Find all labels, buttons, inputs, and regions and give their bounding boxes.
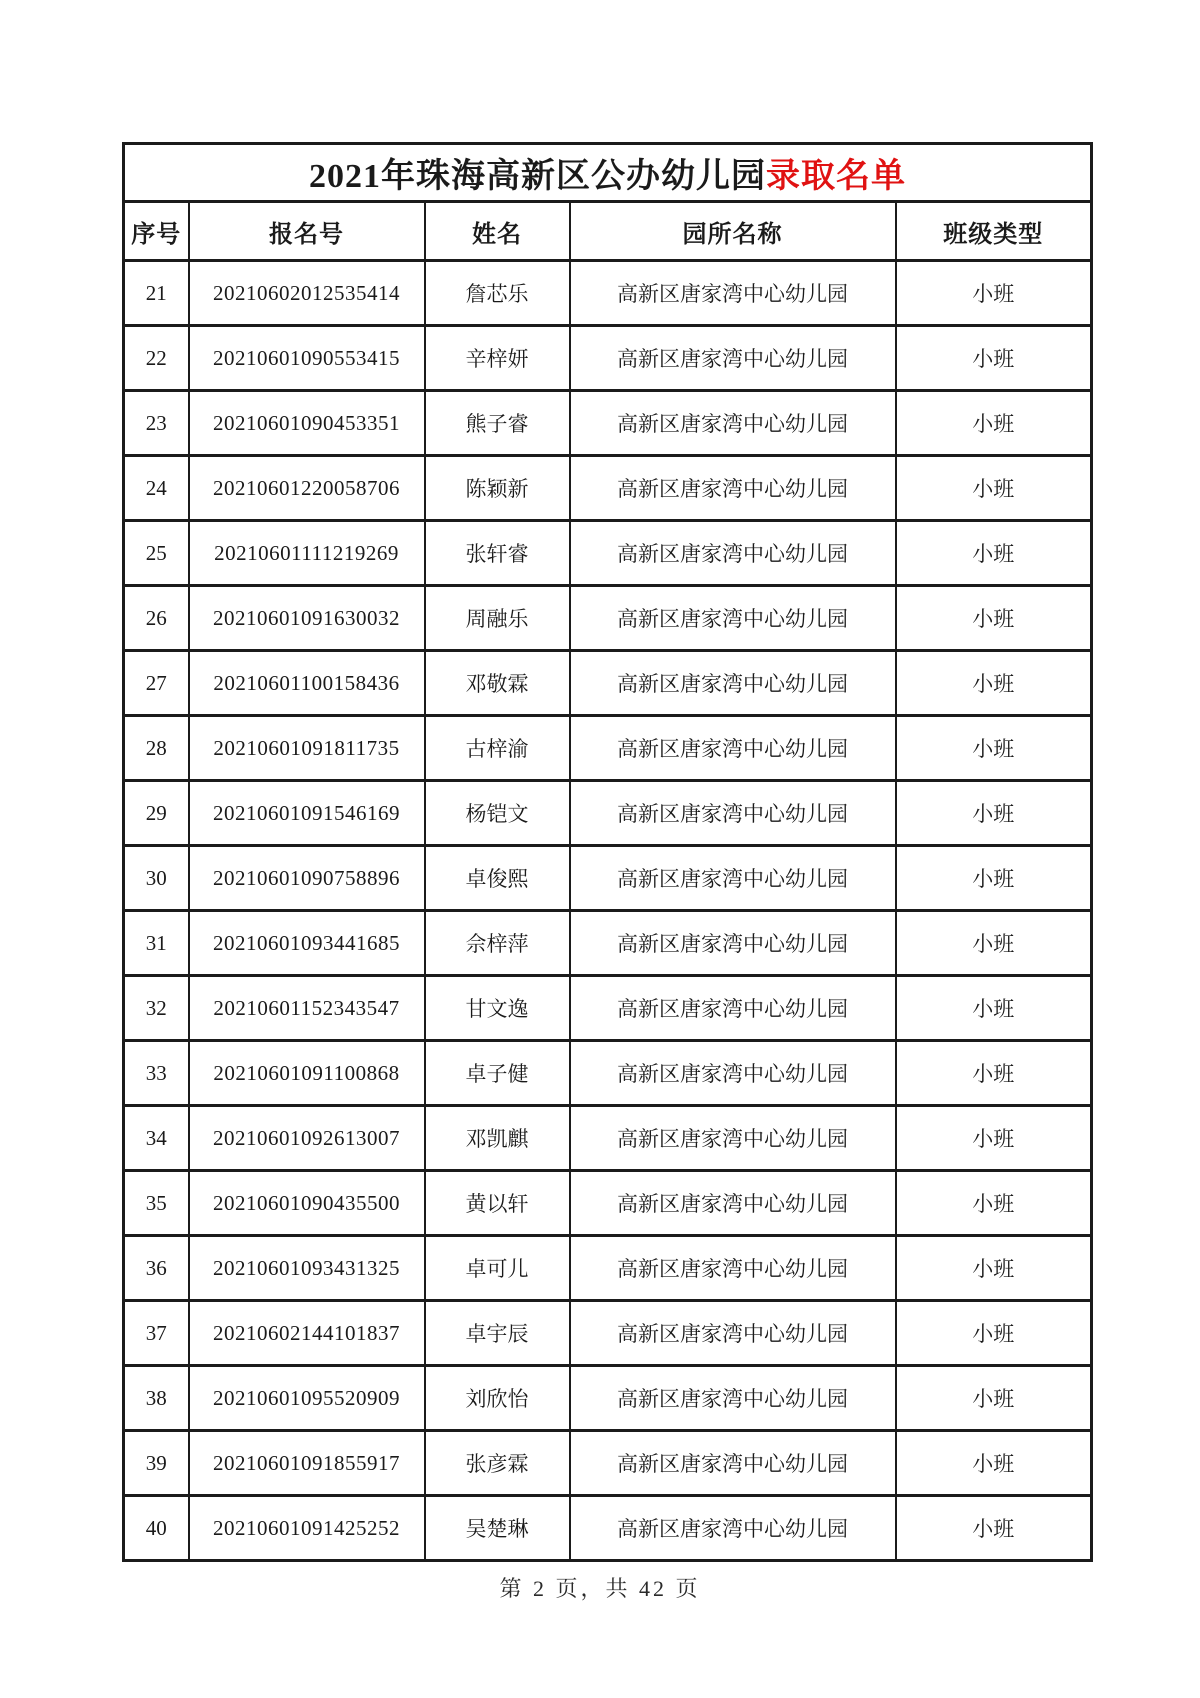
cell-registration-number: 20210601090435500 bbox=[189, 1171, 425, 1236]
cell-class-type: 小班 bbox=[896, 261, 1092, 326]
cell-index: 36 bbox=[124, 1236, 189, 1301]
cell-index: 34 bbox=[124, 1106, 189, 1171]
cell-registration-number: 20210601091425252 bbox=[189, 1496, 425, 1561]
cell-index: 26 bbox=[124, 586, 189, 651]
table-row bbox=[124, 716, 1092, 781]
cell-kindergarten: 高新区唐家湾中心幼儿园 bbox=[570, 456, 896, 521]
cell-index: 31 bbox=[124, 911, 189, 976]
table-row bbox=[124, 456, 1092, 521]
cell-name: 吴楚琳 bbox=[425, 1496, 570, 1561]
table-row bbox=[124, 911, 1092, 976]
table-row bbox=[124, 781, 1092, 846]
cell-kindergarten: 高新区唐家湾中心幼儿园 bbox=[570, 391, 896, 456]
cell-index: 28 bbox=[124, 716, 189, 781]
cell-index: 38 bbox=[124, 1366, 189, 1431]
header-cell-kindergarten: 园所名称 bbox=[570, 202, 896, 261]
cell-registration-number: 20210601220058706 bbox=[189, 456, 425, 521]
table-row bbox=[124, 1431, 1092, 1496]
cell-registration-number: 20210601152343547 bbox=[189, 976, 425, 1041]
cell-name: 杨铠文 bbox=[425, 781, 570, 846]
cell-registration-number: 20210601111219269 bbox=[189, 521, 425, 586]
table-header-row bbox=[124, 202, 1092, 261]
cell-registration-number: 20210602144101837 bbox=[189, 1301, 425, 1366]
cell-name: 甘文逸 bbox=[425, 976, 570, 1041]
table-row bbox=[124, 651, 1092, 716]
cell-registration-number: 20210601090453351 bbox=[189, 391, 425, 456]
cell-name: 周融乐 bbox=[425, 586, 570, 651]
cell-name: 卓宇辰 bbox=[425, 1301, 570, 1366]
cell-name: 辛梓妍 bbox=[425, 326, 570, 391]
cell-class-type: 小班 bbox=[896, 391, 1092, 456]
cell-class-type: 小班 bbox=[896, 781, 1092, 846]
cell-index: 21 bbox=[124, 261, 189, 326]
cell-class-type: 小班 bbox=[896, 521, 1092, 586]
header-cell-index: 序号 bbox=[124, 202, 189, 261]
page-title-red: 录取名单 bbox=[766, 158, 907, 195]
cell-name: 卓俊熙 bbox=[425, 846, 570, 911]
cell-registration-number: 20210602012535414 bbox=[189, 261, 425, 326]
cell-class-type: 小班 bbox=[896, 846, 1092, 911]
cell-registration-number: 20210601090758896 bbox=[189, 846, 425, 911]
cell-index: 24 bbox=[124, 456, 189, 521]
cell-name: 刘欣怡 bbox=[425, 1366, 570, 1431]
header-cell-name: 姓名 bbox=[425, 202, 570, 261]
cell-kindergarten: 高新区唐家湾中心幼儿园 bbox=[570, 521, 896, 586]
table-body bbox=[124, 261, 1092, 1561]
cell-class-type: 小班 bbox=[896, 586, 1092, 651]
cell-index: 40 bbox=[124, 1496, 189, 1561]
cell-class-type: 小班 bbox=[896, 911, 1092, 976]
cell-kindergarten: 高新区唐家湾中心幼儿园 bbox=[570, 911, 896, 976]
cell-class-type: 小班 bbox=[896, 651, 1092, 716]
table-row bbox=[124, 586, 1092, 651]
cell-class-type: 小班 bbox=[896, 716, 1092, 781]
cell-name: 张轩睿 bbox=[425, 521, 570, 586]
cell-class-type: 小班 bbox=[896, 1301, 1092, 1366]
cell-kindergarten: 高新区唐家湾中心幼儿园 bbox=[570, 1496, 896, 1561]
cell-index: 35 bbox=[124, 1171, 189, 1236]
cell-name: 卓可儿 bbox=[425, 1236, 570, 1301]
table-row bbox=[124, 1171, 1092, 1236]
cell-class-type: 小班 bbox=[896, 1496, 1092, 1561]
table-row bbox=[124, 391, 1092, 456]
cell-kindergarten: 高新区唐家湾中心幼儿园 bbox=[570, 261, 896, 326]
cell-name: 古梓渝 bbox=[425, 716, 570, 781]
cell-kindergarten: 高新区唐家湾中心幼儿园 bbox=[570, 1106, 896, 1171]
cell-registration-number: 20210601091811735 bbox=[189, 716, 425, 781]
cell-registration-number: 20210601093441685 bbox=[189, 911, 425, 976]
table-row bbox=[124, 846, 1092, 911]
cell-index: 33 bbox=[124, 1041, 189, 1106]
cell-registration-number: 20210601091630032 bbox=[189, 586, 425, 651]
cell-index: 30 bbox=[124, 846, 189, 911]
cell-index: 22 bbox=[124, 326, 189, 391]
cell-name: 黄以轩 bbox=[425, 1171, 570, 1236]
cell-class-type: 小班 bbox=[896, 1041, 1092, 1106]
cell-kindergarten: 高新区唐家湾中心幼儿园 bbox=[570, 651, 896, 716]
cell-kindergarten: 高新区唐家湾中心幼儿园 bbox=[570, 326, 896, 391]
cell-index: 37 bbox=[124, 1301, 189, 1366]
cell-registration-number: 20210601090553415 bbox=[189, 326, 425, 391]
cell-registration-number: 20210601095520909 bbox=[189, 1366, 425, 1431]
cell-registration-number: 20210601091546169 bbox=[189, 781, 425, 846]
cell-class-type: 小班 bbox=[896, 1366, 1092, 1431]
cell-class-type: 小班 bbox=[896, 456, 1092, 521]
table-row bbox=[124, 261, 1092, 326]
cell-kindergarten: 高新区唐家湾中心幼儿园 bbox=[570, 781, 896, 846]
cell-kindergarten: 高新区唐家湾中心幼儿园 bbox=[570, 1041, 896, 1106]
cell-kindergarten: 高新区唐家湾中心幼儿园 bbox=[570, 1171, 896, 1236]
table-row bbox=[124, 326, 1092, 391]
cell-name: 熊子睿 bbox=[425, 391, 570, 456]
table-row bbox=[124, 1041, 1092, 1106]
table-row bbox=[124, 1366, 1092, 1431]
cell-class-type: 小班 bbox=[896, 1106, 1092, 1171]
cell-name: 邓凯麒 bbox=[425, 1106, 570, 1171]
page-title bbox=[124, 144, 1092, 202]
cell-name: 佘梓萍 bbox=[425, 911, 570, 976]
cell-name: 邓敬霖 bbox=[425, 651, 570, 716]
table-row bbox=[124, 976, 1092, 1041]
page-number-indicator: 第 2 页，共 42 页 bbox=[499, 1576, 701, 1601]
cell-kindergarten: 高新区唐家湾中心幼儿园 bbox=[570, 846, 896, 911]
cell-kindergarten: 高新区唐家湾中心幼儿园 bbox=[570, 586, 896, 651]
cell-registration-number: 20210601091100868 bbox=[189, 1041, 425, 1106]
table-row bbox=[124, 521, 1092, 586]
cell-class-type: 小班 bbox=[896, 1236, 1092, 1301]
table-row bbox=[124, 1236, 1092, 1301]
table-row bbox=[124, 1301, 1092, 1366]
cell-index: 39 bbox=[124, 1431, 189, 1496]
header-cell-registration-number: 报名号 bbox=[189, 202, 425, 261]
cell-index: 32 bbox=[124, 976, 189, 1041]
cell-index: 23 bbox=[124, 391, 189, 456]
cell-name: 陈颖新 bbox=[425, 456, 570, 521]
cell-registration-number: 20210601100158436 bbox=[189, 651, 425, 716]
cell-name: 张彦霖 bbox=[425, 1431, 570, 1496]
cell-registration-number: 20210601092613007 bbox=[189, 1106, 425, 1171]
cell-kindergarten: 高新区唐家湾中心幼儿园 bbox=[570, 1236, 896, 1301]
table-row bbox=[124, 1106, 1092, 1171]
page-title-black: 2021年珠海高新区公办幼儿园 bbox=[309, 158, 767, 195]
cell-class-type: 小班 bbox=[896, 1171, 1092, 1236]
admission-table bbox=[122, 142, 1093, 1562]
cell-kindergarten: 高新区唐家湾中心幼儿园 bbox=[570, 976, 896, 1041]
header-cell-class-type: 班级类型 bbox=[896, 202, 1092, 261]
cell-registration-number: 20210601091855917 bbox=[189, 1431, 425, 1496]
cell-registration-number: 20210601093431325 bbox=[189, 1236, 425, 1301]
cell-class-type: 小班 bbox=[896, 976, 1092, 1041]
cell-name: 卓子健 bbox=[425, 1041, 570, 1106]
cell-kindergarten: 高新区唐家湾中心幼儿园 bbox=[570, 1366, 896, 1431]
cell-index: 25 bbox=[124, 521, 189, 586]
cell-index: 27 bbox=[124, 651, 189, 716]
cell-index: 29 bbox=[124, 781, 189, 846]
table-row bbox=[124, 1496, 1092, 1561]
cell-kindergarten: 高新区唐家湾中心幼儿园 bbox=[570, 716, 896, 781]
table-title-row bbox=[124, 144, 1092, 202]
cell-class-type: 小班 bbox=[896, 1431, 1092, 1496]
cell-kindergarten: 高新区唐家湾中心幼儿园 bbox=[570, 1431, 896, 1496]
cell-name: 詹芯乐 bbox=[425, 261, 570, 326]
cell-class-type: 小班 bbox=[896, 326, 1092, 391]
cell-kindergarten: 高新区唐家湾中心幼儿园 bbox=[570, 1301, 896, 1366]
